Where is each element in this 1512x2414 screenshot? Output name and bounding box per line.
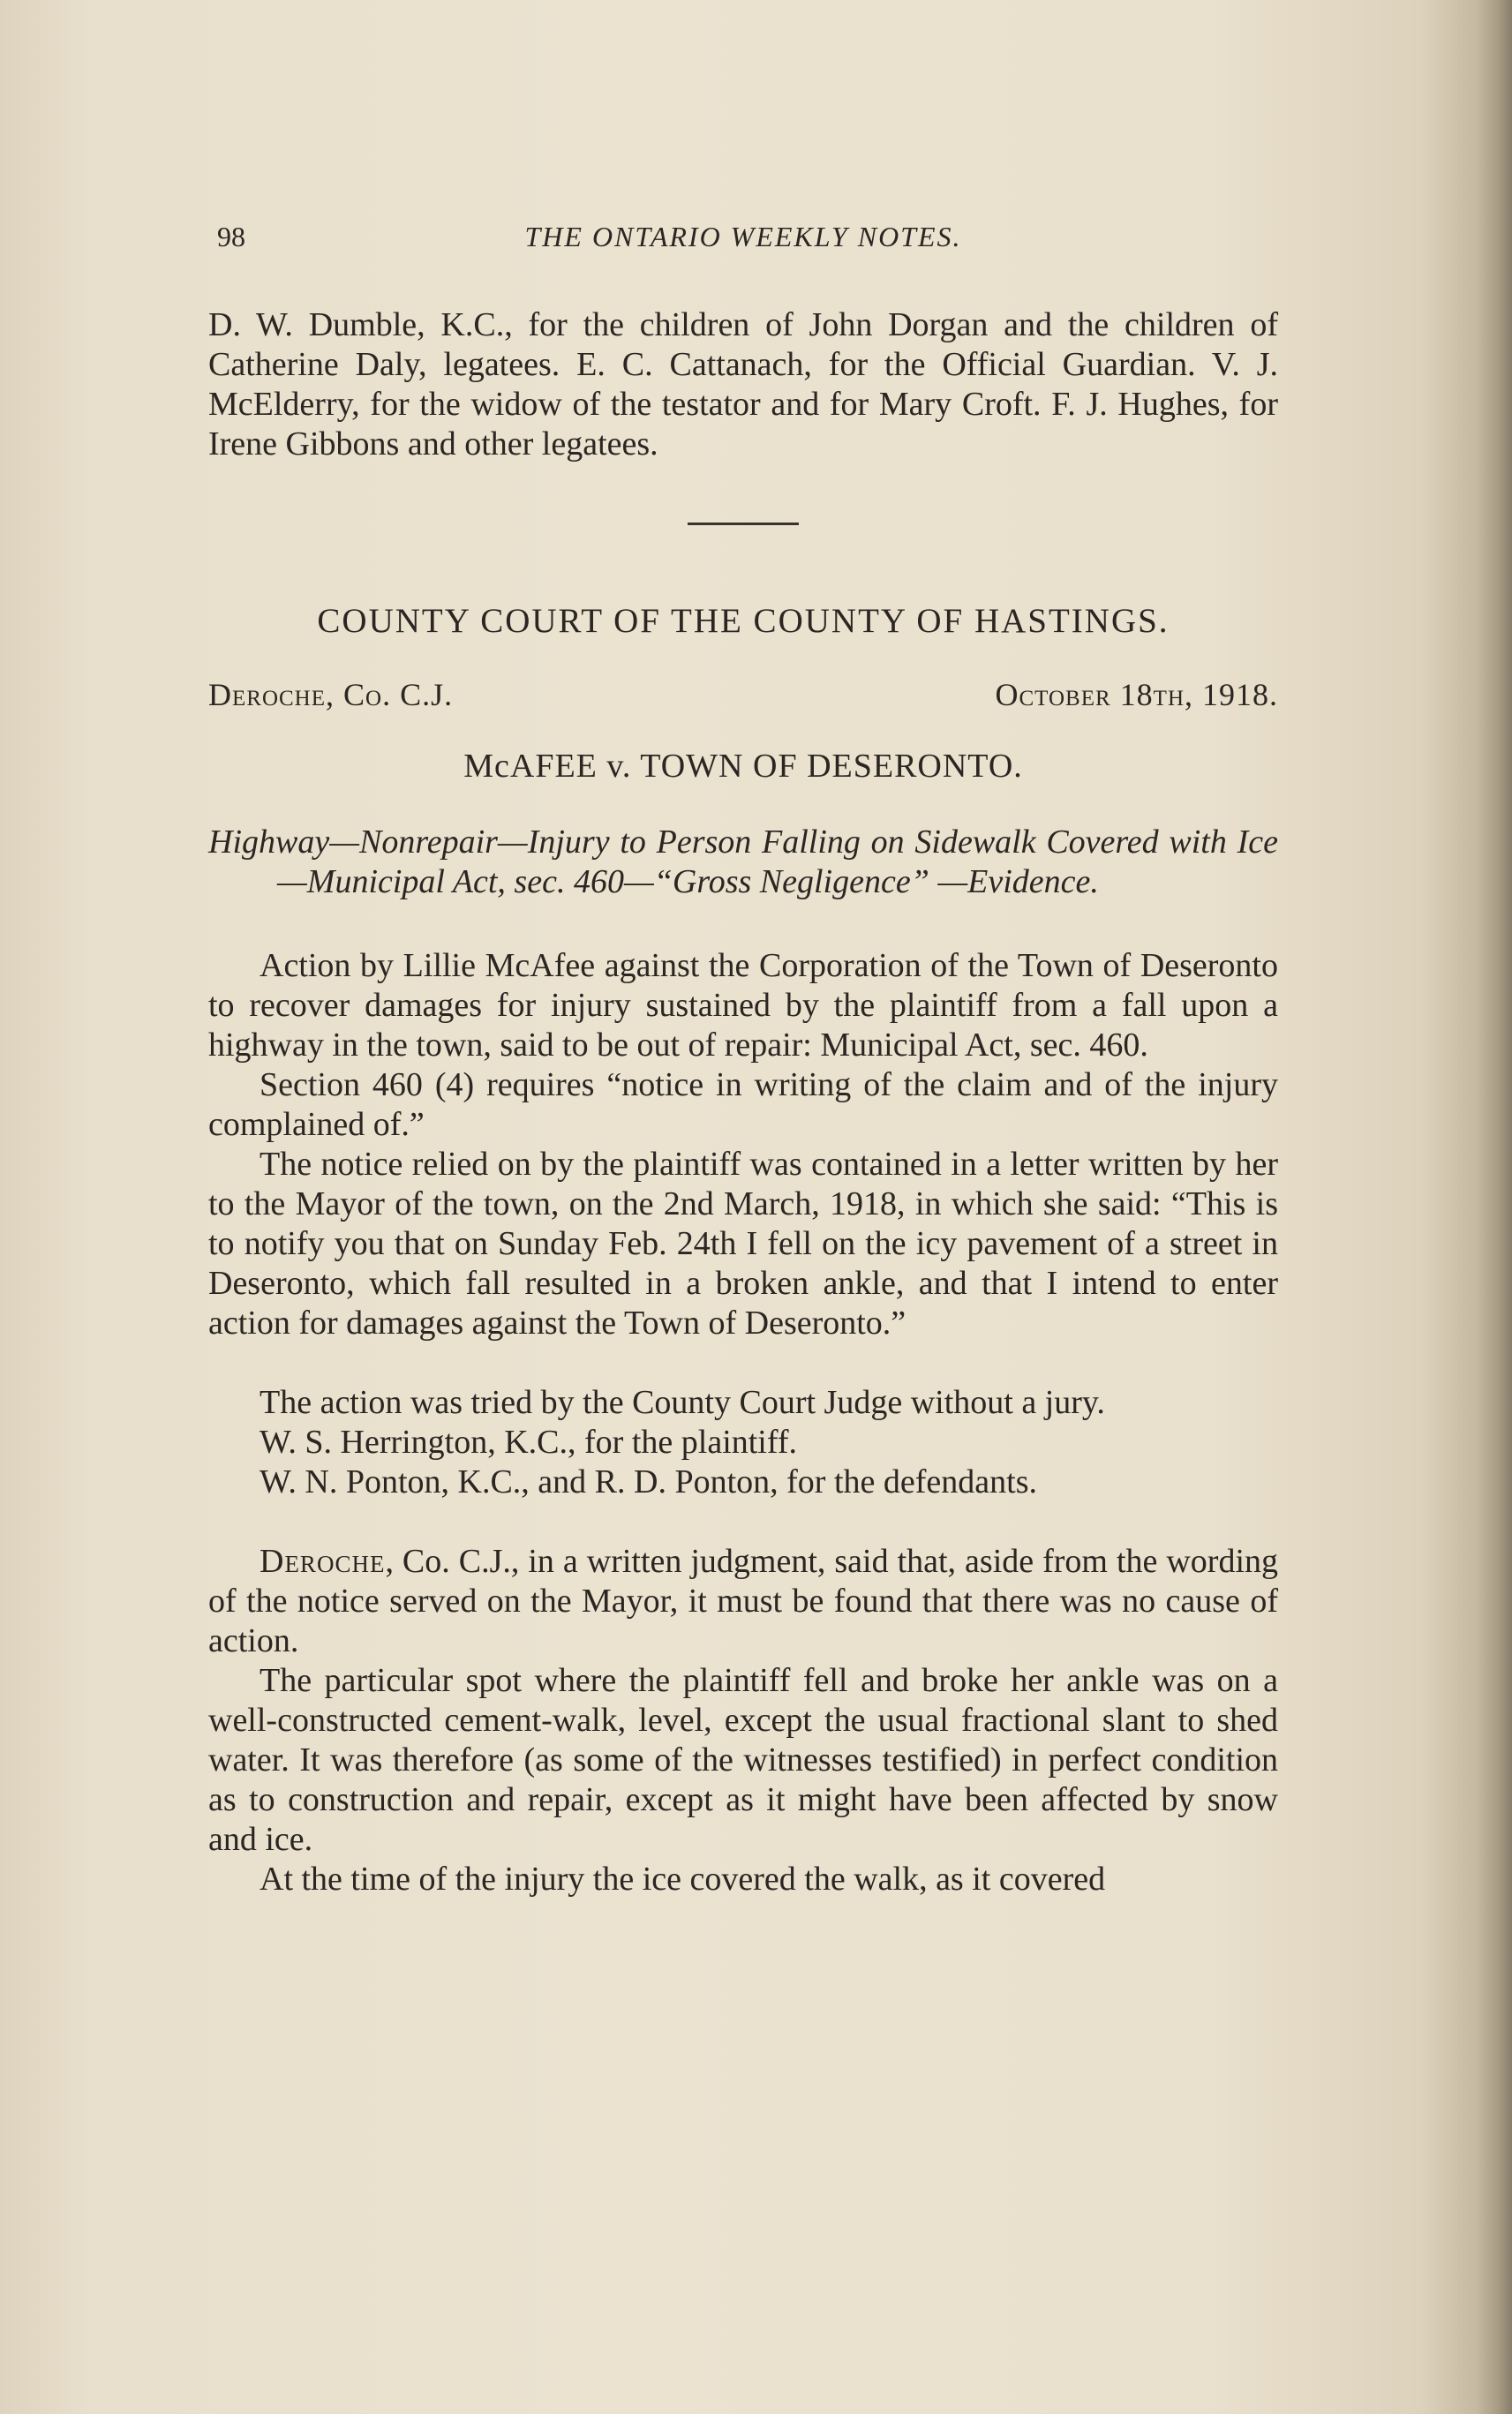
judgment-paragraph: The particular spot where the plaintiff fell and broke her ankle was on a well-constructed cement-walk, level, except the usual fractional slant to shed water. It was therefore (as some of the witnesses testified) in perfect condition as to construction and repair, except as it might have been affected by snow and ice. <box>208 1662 1278 1858</box>
page-number: 98 <box>217 221 245 252</box>
page-gutter-shadow <box>1477 0 1512 2414</box>
headnote: Highway—Nonrepair—Injury to Person Falling on Sidewalk Covered with Ice—Municipal Act, sec. 460—“Gross Negligence” —Evidence. <box>208 823 1278 900</box>
judge-date-line <box>208 676 1278 720</box>
judgment-opening <box>208 1542 1278 1661</box>
counsel-plaintiff: W. S. Herrington, K.C., for the plaintiff. <box>260 1424 797 1461</box>
page-content <box>208 212 1278 1899</box>
judgment-opening-text: , Co. C.J., in a written judgment, said that, aside from the wording of the notice served on the Mayor, it must be found that there was no cause of action. <box>208 1543 1278 1659</box>
running-head <box>208 212 1278 265</box>
journal-title: THE ONTARIO WEEKLY NOTES. <box>524 221 962 252</box>
court-heading: COUNTY COURT OF THE COUNTY OF HASTINGS. <box>317 602 1170 640</box>
case-title: McAFEE v. TOWN OF DESERONTO. <box>463 748 1023 785</box>
judgment-paragraph: At the time of the injury the ice covered the walk, as it covered <box>260 1861 1106 1898</box>
statement-paragraph: The notice relied on by the plaintiff was contained in a letter written by her to the Mayor of the town, on the 2nd March, 1918, in which she said: “This is to notify you that on Sunday Feb. 24th I fell on the icy pavement of a street in Deseronto, which fall resulted in a broken ankle, and that I intend to enter action for damages against the Town of Deseronto.” <box>208 1146 1278 1342</box>
counsel-paragraph: D. W. Dumble, K.C., for the children of John Dorgan and the children of Catherine Daly, legatees. E. C. Cattanach, for the Official Guardian. V. J. McElderry, for the widow of the testator and for Mary Croft. F. J. Hughes, for Irene Gibbons and other legatees. <box>208 306 1278 462</box>
statement-of-facts <box>208 946 1278 1343</box>
trial-paragraph: The action was tried by the County Court Judge without a jury. <box>260 1384 1105 1421</box>
judge-name: Deroche, Co. C.J. <box>208 677 454 712</box>
section-divider <box>688 523 799 525</box>
trial-details <box>208 1383 1278 1502</box>
judgment-date: October 18th, 1918. <box>995 677 1278 712</box>
counsel-defendants: W. N. Ponton, K.C., and R. D. Ponton, for the defendants. <box>260 1463 1037 1500</box>
judgment <box>208 1542 1278 1899</box>
statement-paragraph: Action by Lillie McAfee against the Corporation of the Town of Deseronto to recover damages for injury sustained by the plaintiff from a fall upon a highway in the town, said to be out of repair: Municipal Act, sec. 460. <box>208 947 1278 1064</box>
judgment-judge-name: Deroche <box>260 1543 386 1580</box>
statement-paragraph: Section 460 (4) requires “notice in writing of the claim and of the injury complained of.” <box>208 1066 1278 1143</box>
